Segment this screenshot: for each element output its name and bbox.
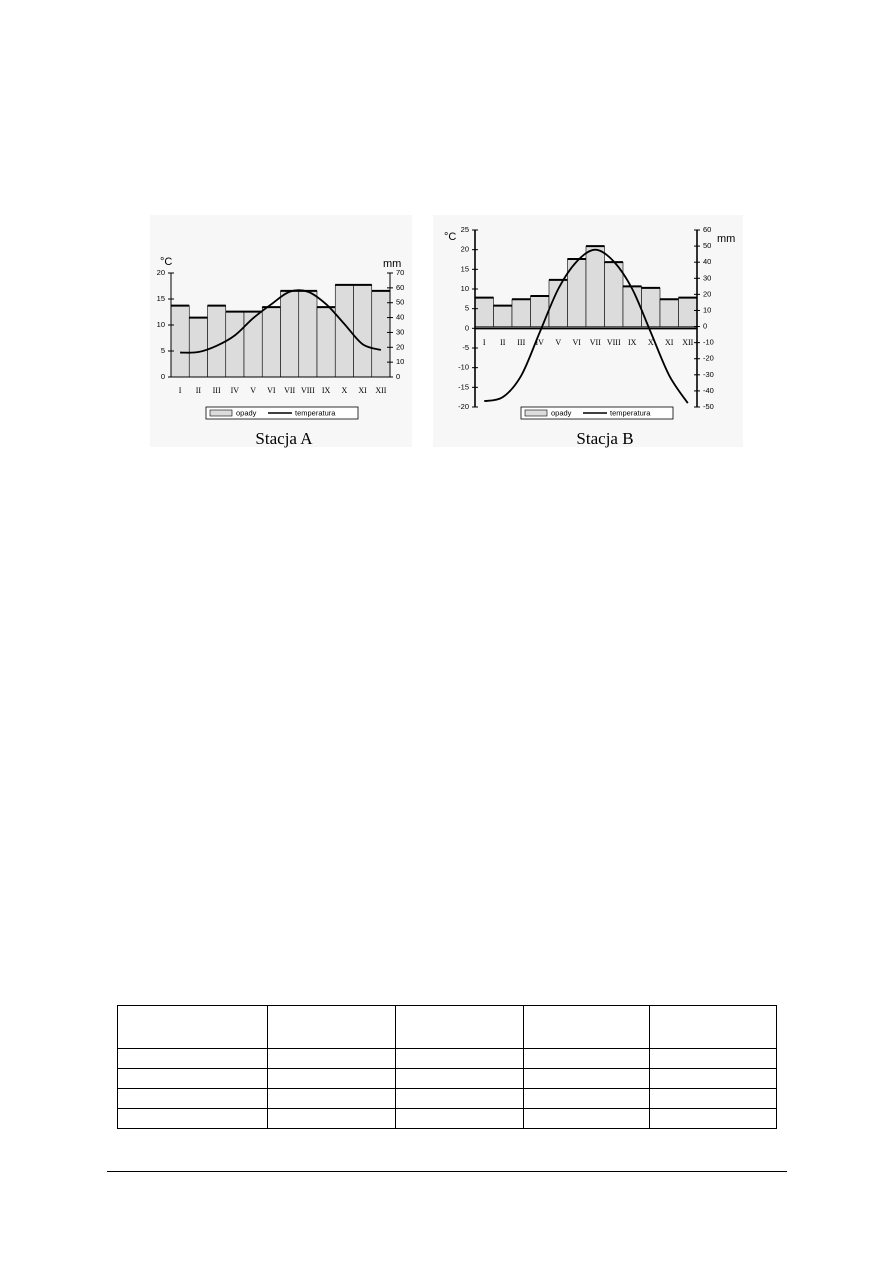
legend-label-temp: temperatura — [610, 408, 651, 418]
left-tick-label: 25 — [460, 224, 469, 234]
left-tick-label: 20 — [156, 267, 165, 277]
table-cell — [118, 1089, 268, 1109]
climate-chart-station-a — [150, 215, 412, 447]
left-axis-unit: °C — [160, 255, 173, 268]
right-axis-unit: mm — [383, 257, 402, 270]
left-tick-label: -15 — [458, 382, 469, 392]
precip-bar — [189, 318, 207, 377]
legend-swatch-precip — [525, 410, 547, 416]
table-cell — [118, 1006, 268, 1049]
table-cell — [268, 1109, 396, 1129]
left-tick-label: -10 — [458, 362, 469, 372]
month-label: I — [482, 337, 486, 347]
precip-bar — [512, 299, 531, 326]
month-label: X — [341, 385, 348, 395]
table-row — [118, 1069, 777, 1089]
left-tick-label: -20 — [458, 401, 469, 411]
month-label: II — [195, 385, 202, 395]
precip-bar — [372, 291, 390, 377]
precip-bar — [281, 291, 299, 377]
legend-label-temp: temperatura — [295, 408, 336, 418]
table-cell — [268, 1006, 396, 1049]
precip-bar — [475, 298, 494, 327]
right-tick-label: -40 — [703, 385, 714, 395]
right-axis-unit: mm — [717, 232, 736, 245]
right-tick-label: 10 — [396, 357, 405, 367]
month-label: XI — [358, 385, 367, 395]
month-label: VI — [267, 385, 276, 395]
right-tick-label: -20 — [703, 353, 714, 363]
table-cell — [524, 1069, 650, 1089]
left-tick-label: 0 — [464, 323, 469, 333]
table-cell — [524, 1049, 650, 1069]
table-row — [118, 1109, 777, 1129]
table-cell — [524, 1006, 650, 1049]
precip-bar — [262, 307, 280, 377]
table-cell — [650, 1089, 777, 1109]
table-cell — [268, 1049, 396, 1069]
right-tick-label: 50 — [396, 297, 405, 307]
chart-caption-station-a: Stacja A — [255, 429, 313, 448]
legend-label-precip: opady — [551, 408, 572, 418]
precip-bar — [623, 286, 642, 326]
precip-bar — [531, 296, 550, 327]
month-label: V — [250, 385, 257, 395]
right-tick-label: 50 — [703, 241, 712, 251]
precip-bar — [494, 306, 513, 327]
left-tick-label: 0 — [160, 371, 165, 381]
month-label: IV — [535, 337, 544, 347]
right-tick-label: 70 — [396, 267, 405, 277]
month-label: VII — [284, 385, 296, 395]
left-tick-label: 5 — [160, 345, 165, 355]
table-cell — [396, 1109, 524, 1129]
table-cell — [524, 1109, 650, 1129]
right-tick-label: 60 — [396, 282, 405, 292]
left-axis-unit: °C — [444, 230, 457, 243]
table-cell — [650, 1069, 777, 1089]
table-cell — [396, 1089, 524, 1109]
month-label: XII — [682, 337, 694, 347]
month-label: I — [178, 385, 182, 395]
month-label: X — [647, 337, 654, 347]
right-tick-label: 20 — [703, 289, 712, 299]
right-tick-label: 0 — [703, 321, 708, 331]
month-label: III — [212, 385, 221, 395]
month-label: III — [517, 337, 526, 347]
month-label: II — [500, 337, 506, 347]
left-tick-label: 10 — [460, 283, 469, 293]
right-tick-label: 30 — [703, 273, 712, 283]
month-label: XI — [665, 337, 674, 347]
left-tick-label: 20 — [460, 244, 469, 254]
precip-bar — [208, 306, 226, 377]
precip-bar — [679, 298, 698, 327]
precip-bar — [171, 306, 189, 377]
right-tick-label: 0 — [396, 371, 401, 381]
table-cell — [396, 1069, 524, 1089]
month-label: VI — [572, 337, 581, 347]
table-cell — [118, 1069, 268, 1089]
month-label: VIII — [300, 385, 315, 395]
month-label: XII — [375, 385, 387, 395]
chart-svg-b — [433, 215, 743, 447]
precip-bar — [354, 285, 372, 377]
table-cell — [650, 1049, 777, 1069]
left-tick-label: 15 — [156, 293, 165, 303]
right-tick-label: 40 — [703, 257, 712, 267]
table-row — [118, 1089, 777, 1109]
table-cell — [650, 1109, 777, 1129]
right-tick-label: -10 — [703, 337, 714, 347]
table-cell — [524, 1089, 650, 1109]
table-cell — [118, 1109, 268, 1129]
month-label: IX — [628, 337, 637, 347]
month-label: IV — [230, 385, 240, 395]
climate-chart-station-b — [433, 215, 743, 447]
table-cell — [268, 1089, 396, 1109]
month-label: VII — [589, 337, 601, 347]
table-cell — [650, 1006, 777, 1049]
month-label: IX — [321, 385, 331, 395]
precip-bar — [226, 312, 244, 377]
precip-bar — [605, 262, 624, 326]
footer-rule — [107, 1171, 787, 1172]
legend-label-precip: opady — [236, 408, 257, 418]
right-tick-label: 10 — [703, 305, 712, 315]
table-row — [118, 1006, 777, 1049]
left-tick-label: 10 — [156, 319, 165, 329]
right-tick-label: -50 — [703, 401, 714, 411]
table-cell — [118, 1049, 268, 1069]
precip-bar — [642, 288, 661, 327]
table-cell — [268, 1069, 396, 1089]
table-cell — [396, 1006, 524, 1049]
precip-bar — [244, 312, 262, 377]
precip-bar — [299, 291, 317, 377]
answer-table — [117, 1005, 777, 1129]
left-tick-label: 15 — [460, 264, 469, 274]
right-tick-label: 60 — [703, 224, 712, 234]
precip-bar — [317, 307, 335, 377]
precip-bar — [660, 299, 679, 326]
legend-swatch-precip — [210, 410, 232, 416]
month-label: V — [555, 337, 562, 347]
chart-caption-station-b: Stacja B — [576, 429, 634, 448]
right-tick-label: -30 — [703, 369, 714, 379]
chart-svg-a — [150, 215, 412, 447]
right-tick-label: 20 — [396, 342, 405, 352]
table-cell — [396, 1049, 524, 1069]
left-tick-label: -5 — [462, 342, 469, 352]
precip-bar — [586, 246, 605, 326]
table-row — [118, 1049, 777, 1069]
right-tick-label: 30 — [396, 327, 405, 337]
month-label: VIII — [606, 337, 621, 347]
left-tick-label: 5 — [464, 303, 469, 313]
right-tick-label: 40 — [396, 312, 405, 322]
